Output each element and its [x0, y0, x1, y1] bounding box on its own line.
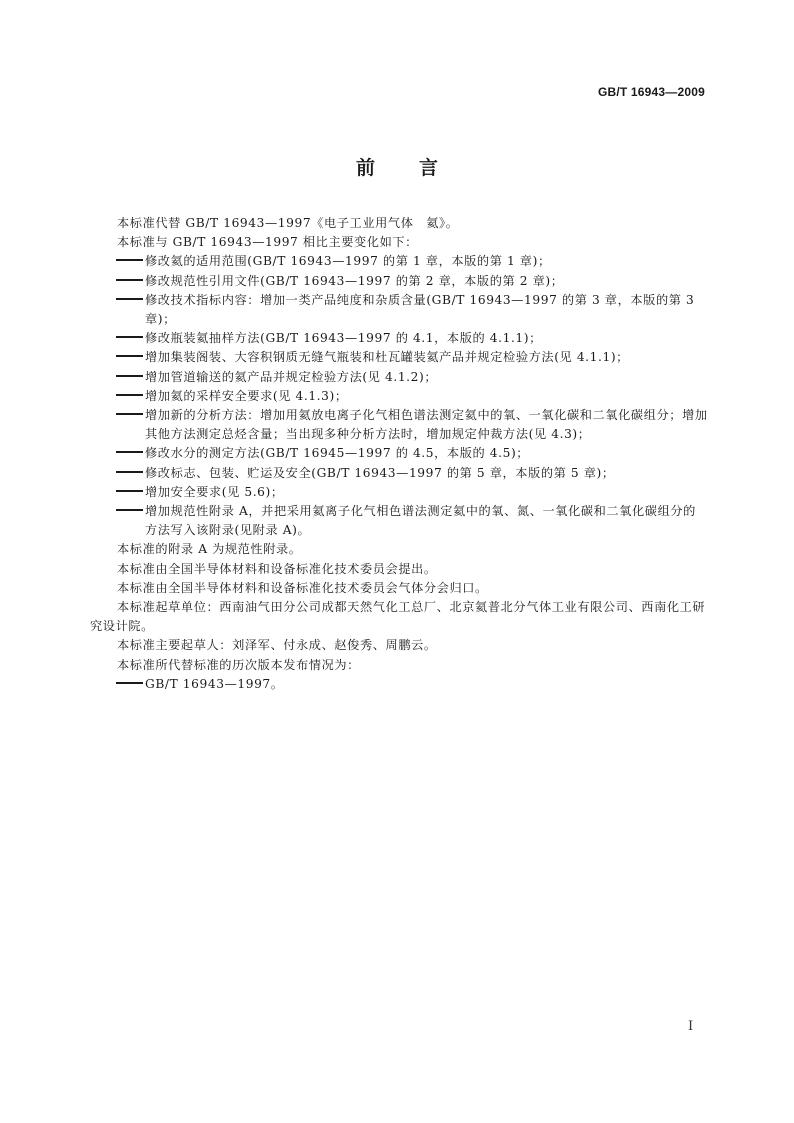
dash-bullet	[116, 502, 145, 521]
foreword-body	[90, 214, 708, 694]
dash-bullet	[116, 252, 145, 271]
change-item: 修改水分的测定方法(GB/T 16945—1997 的 4.5，本版的 4.5)；	[90, 444, 708, 463]
change-item: 增加安全要求(见 5.6)；	[90, 483, 708, 502]
history-item: GB/T 16943—1997。	[90, 675, 708, 694]
page-title	[0, 153, 794, 180]
dash-bullet	[116, 675, 145, 694]
change-item: 修改瓶装氦抽样方法(GB/T 16943—1997 的 4.1，本版的 4.1.1)；	[90, 329, 708, 348]
standard-number: GB/T 16943—2009	[597, 85, 705, 99]
dash-bullet	[116, 387, 145, 406]
paragraph-history-intro: 本标准所代替标准的历次版本发布情况为：	[117, 657, 360, 672]
change-item: 修改氦的适用范围(GB/T 16943—1997 的第 1 章，本版的第 1 章)；	[90, 252, 708, 271]
change-item: 修改技术指标内容：增加一类产品纯度和杂质含量(GB/T 16943—1997 的第 3 章，本版的第 3 章)；	[90, 291, 708, 329]
title-char-1: 前	[355, 157, 375, 179]
dash-bullet	[116, 483, 145, 502]
paragraph-proposed-by: 本标准由全国半导体材料和设备标准化技术委员会提出。	[117, 561, 437, 576]
paragraph-changes-intro: 本标准与 GB/T 16943—1997 相比主要变化如下：	[117, 235, 418, 250]
change-item: 增加新的分析方法：增加用氦放电离子化气相色谱法测定氦中的氧、一氧化碳和二氧化碳组分；增加其他方法测定总烃含量；当出现多种分析方法时，增加规定仲裁方法(见 4.3)；	[90, 406, 708, 444]
change-item: 增加管道输送的氦产品并规定检验方法(见 4.1.2)；	[90, 368, 708, 387]
title-char-2: 言	[419, 157, 439, 179]
dash-bullet	[116, 406, 145, 425]
paragraph-managed-by: 本标准由全国半导体材料和设备标准化技术委员会气体分会归口。	[117, 580, 488, 595]
paragraph-drafters: 本标准主要起草人：刘泽军、付永成、赵俊秀、周鹏云。	[117, 638, 437, 653]
paragraph-drafting-units: 本标准起草单位：西南油气田分公司成都天然气化工总厂、北京氦普北分气体工业有限公司、西南化工研究设计院。	[90, 600, 706, 634]
paragraph-appendix: 本标准的附录 A 为规范性附录。	[117, 542, 302, 557]
change-item: 增加规范性附录 A，并把采用氦离子化气相色谱法测定氦中的氧、氮、一氧化碳和二氧化碳组分的方法写入该附录(见附录 A)。	[90, 502, 708, 540]
dash-bullet	[116, 368, 145, 387]
dash-bullet	[116, 329, 145, 348]
dash-bullet	[116, 272, 145, 291]
change-item: 增加集装阁装、大容积钢质无缝气瓶装和杜瓦罐装氦产品并规定检验方法(见 4.1.1)；	[90, 348, 708, 367]
dash-bullet	[116, 444, 145, 463]
change-item: 修改规范性引用文件(GB/T 16943—1997 的第 2 章，本版的第 2 章)；	[90, 272, 708, 291]
page-number: I	[688, 1019, 694, 1034]
paragraph-replaces: 本标准代替 GB/T 16943—1997《电子工业用气体 氦》。	[117, 216, 459, 230]
change-item: 修改标志、包装、贮运及安全(GB/T 16943—1997 的第 5 章，本版的第 5 章)；	[90, 464, 708, 483]
dash-bullet	[116, 464, 145, 483]
dash-bullet	[116, 291, 145, 310]
dash-bullet	[116, 348, 145, 367]
change-item: 增加氦的采样安全要求(见 4.1.3)；	[90, 387, 708, 406]
